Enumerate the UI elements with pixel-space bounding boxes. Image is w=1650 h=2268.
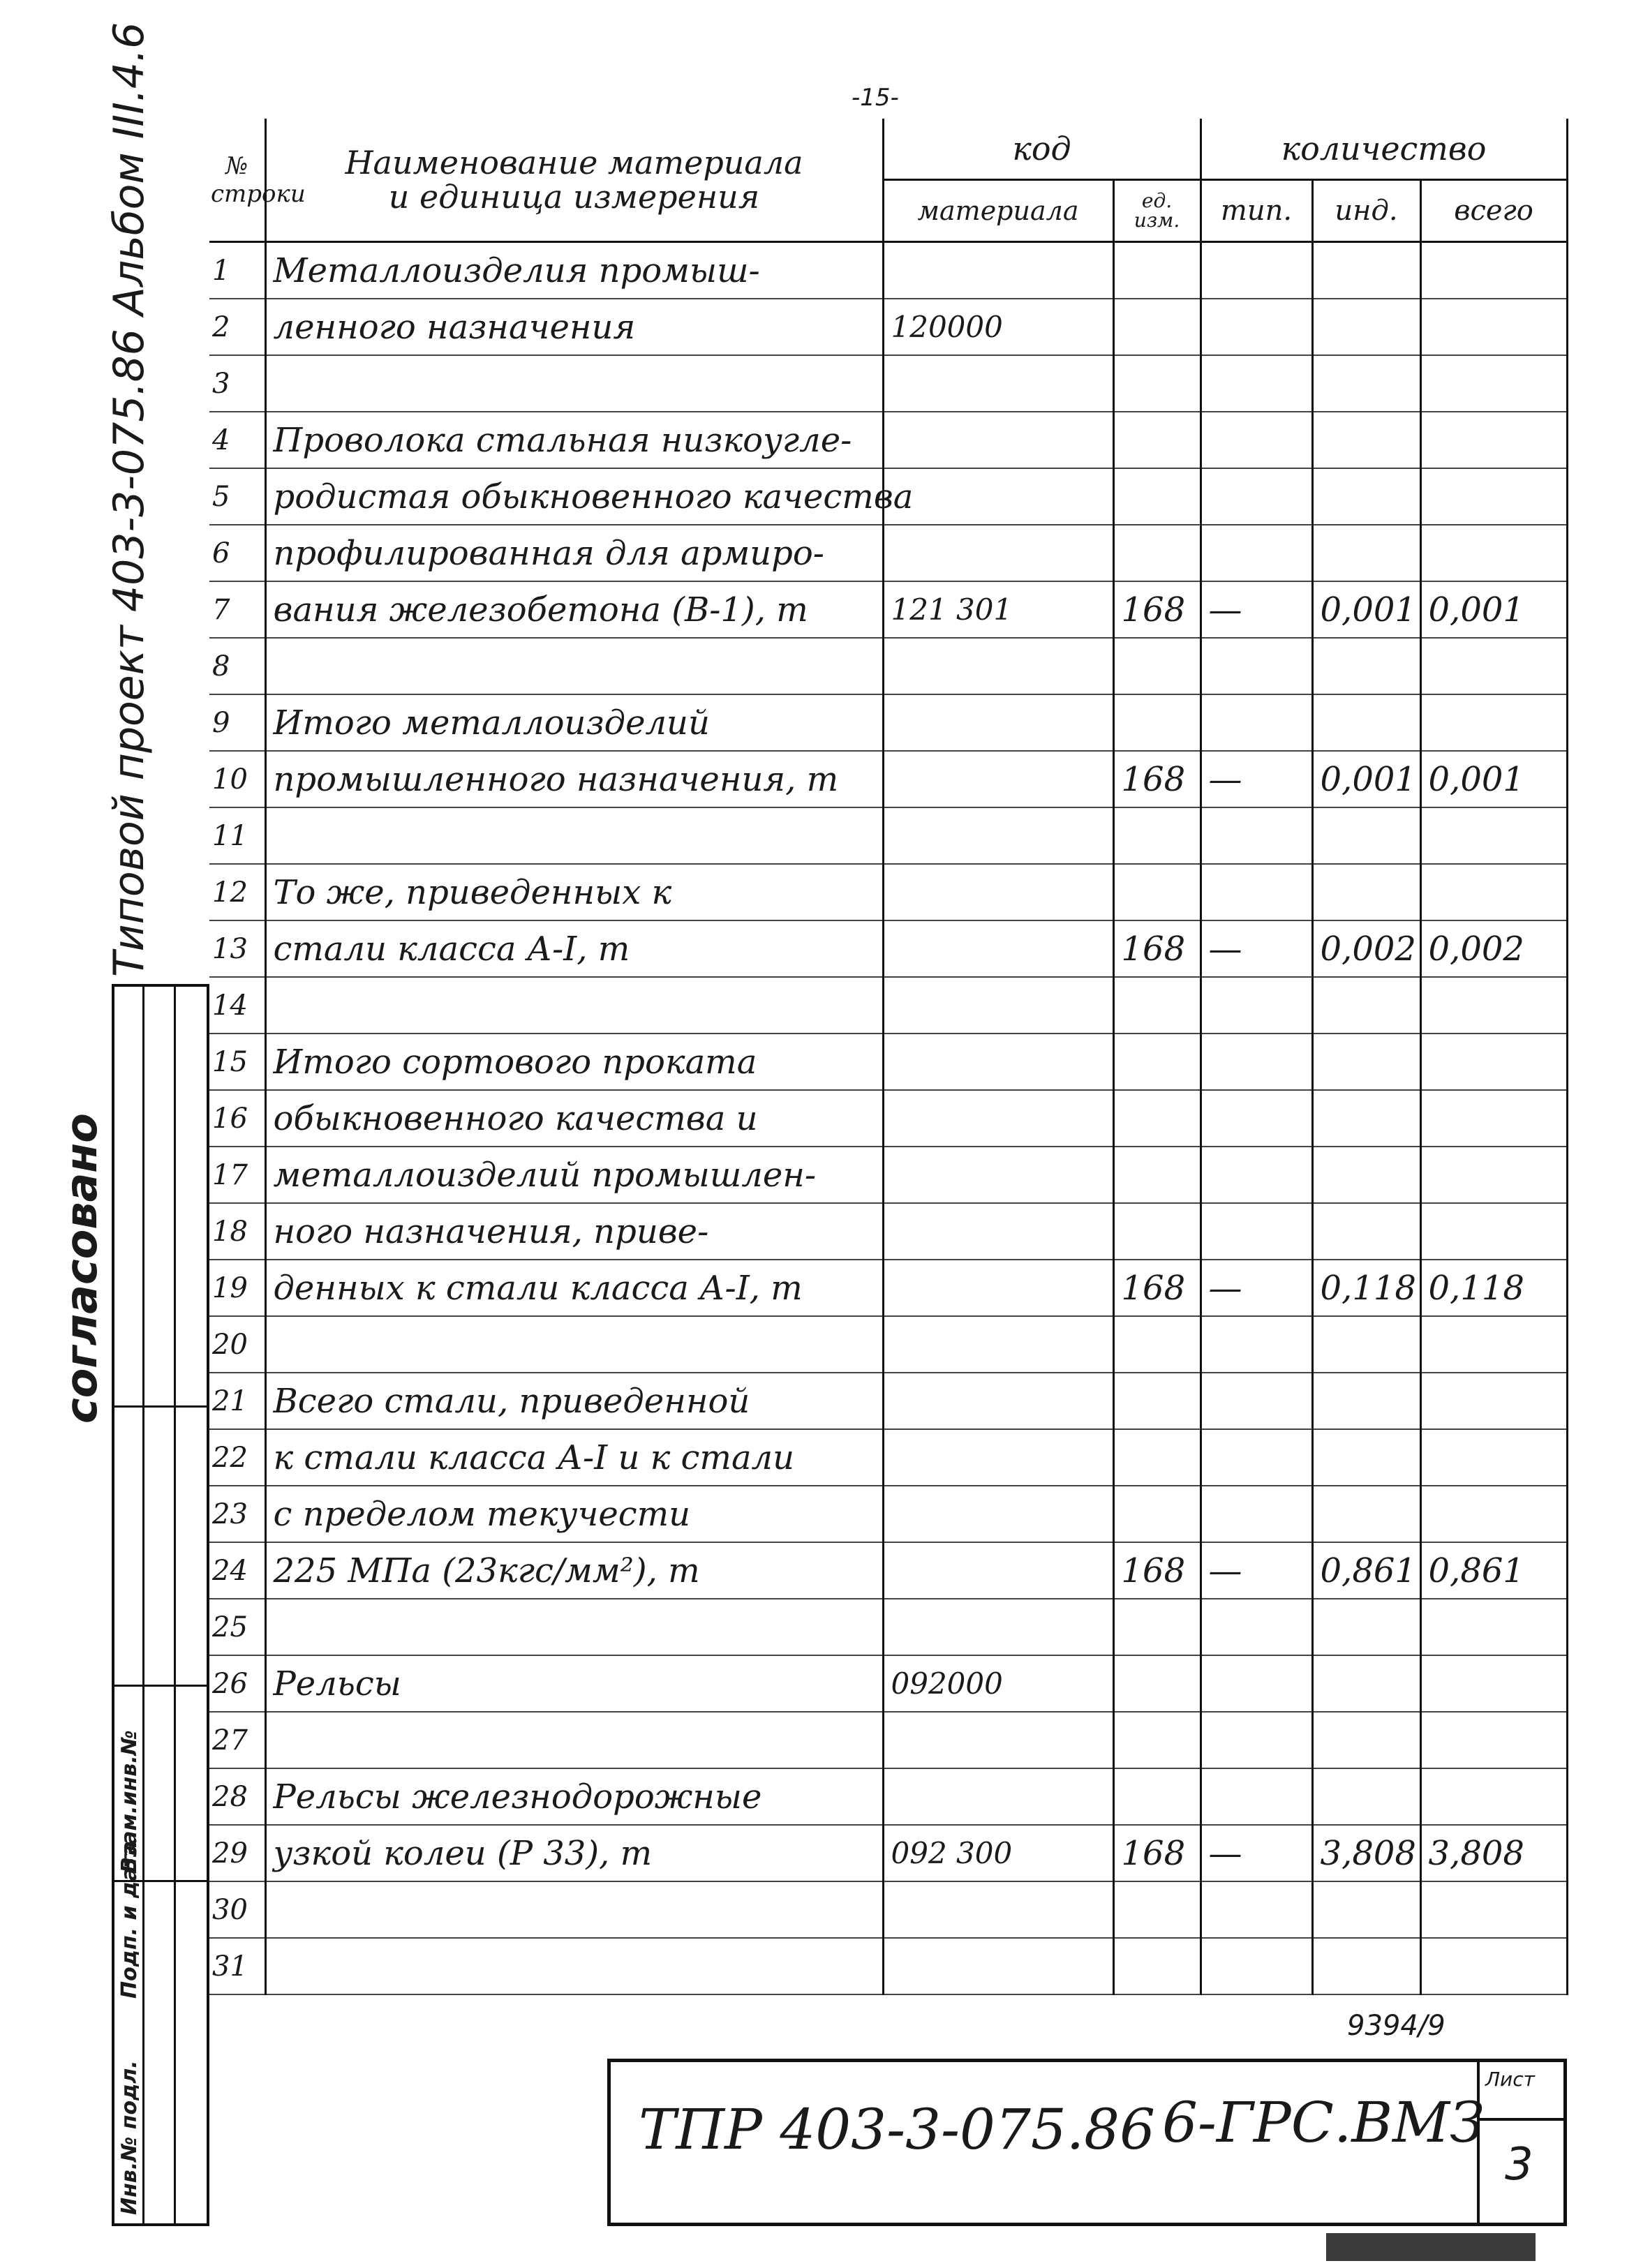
material-code <box>883 242 1113 299</box>
qty-total <box>1420 1373 1567 1429</box>
qty-total <box>1420 1147 1567 1203</box>
row-number: 4 <box>209 412 265 468</box>
qty-ind <box>1312 525 1420 581</box>
material-code <box>883 1203 1113 1260</box>
row-number: 26 <box>209 1655 265 1712</box>
qty-total <box>1420 1881 1567 1938</box>
unit-code <box>1113 1938 1201 1994</box>
table-row <box>209 1599 1567 1655</box>
material-code <box>883 807 1113 864</box>
material-name: Рельсы <box>265 1655 883 1712</box>
material-name <box>265 638 883 694</box>
material-code <box>883 920 1113 977</box>
material-code <box>883 1542 1113 1599</box>
qty-type <box>1201 694 1312 751</box>
qty-ind <box>1312 1486 1420 1542</box>
qty-ind <box>1312 299 1420 355</box>
table-row <box>209 1034 1567 1090</box>
unit-code <box>1113 1429 1201 1486</box>
unit-code: 168 <box>1113 581 1201 638</box>
table-row <box>209 977 1567 1034</box>
qty-ind <box>1312 638 1420 694</box>
unit-code: 168 <box>1113 751 1201 807</box>
unit-code <box>1113 638 1201 694</box>
material-name: денных к стали класса А-I, т <box>265 1260 883 1316</box>
material-code: 120000 <box>883 299 1113 355</box>
qty-ind: 0,001 <box>1312 751 1420 807</box>
qty-ind: 0,118 <box>1312 1260 1420 1316</box>
unit-code <box>1113 1768 1201 1825</box>
row-number: 3 <box>209 355 265 412</box>
qty-ind <box>1312 1090 1420 1147</box>
header-name-line1: Наименование материала <box>345 144 803 182</box>
qty-type <box>1201 1147 1312 1203</box>
qty-type <box>1201 1712 1312 1768</box>
qty-type <box>1201 1768 1312 1825</box>
table-row <box>209 1655 1567 1712</box>
qty-total <box>1420 807 1567 864</box>
material-name <box>265 977 883 1034</box>
table-row <box>209 242 1567 299</box>
qty-total <box>1420 412 1567 468</box>
qty-type <box>1201 1203 1312 1260</box>
row-number: 16 <box>209 1090 265 1147</box>
qty-ind <box>1312 1599 1420 1655</box>
material-name: вания железобетона (В-1), т <box>265 581 883 638</box>
qty-ind <box>1312 1655 1420 1712</box>
material-code <box>883 1768 1113 1825</box>
qty-ind: 3,808 <box>1312 1825 1420 1881</box>
material-code <box>883 694 1113 751</box>
material-name: То же, приведенных к <box>265 864 883 920</box>
material-code <box>883 1260 1113 1316</box>
material-code <box>883 1147 1113 1203</box>
header-quantity: количество <box>1201 119 1567 180</box>
table-row <box>209 1316 1567 1373</box>
table-row <box>209 355 1567 412</box>
unit-code: 168 <box>1113 920 1201 977</box>
qty-ind: 0,861 <box>1312 1542 1420 1599</box>
row-number: 8 <box>209 638 265 694</box>
stamp-label-replacement: Взам.инв.№ <box>117 1730 142 1873</box>
row-number: 30 <box>209 1881 265 1938</box>
material-code <box>883 1486 1113 1542</box>
qty-type <box>1201 1599 1312 1655</box>
table-row <box>209 807 1567 864</box>
qty-type: — <box>1201 920 1312 977</box>
unit-code <box>1113 807 1201 864</box>
row-number: 18 <box>209 1203 265 1260</box>
qty-total <box>1420 468 1567 525</box>
material-code <box>883 525 1113 581</box>
row-number: 29 <box>209 1825 265 1881</box>
unit-code <box>1113 468 1201 525</box>
qty-total <box>1420 638 1567 694</box>
unit-code <box>1113 1316 1201 1373</box>
material-name: ного назначения, приве- <box>265 1203 883 1260</box>
qty-total <box>1420 299 1567 355</box>
qty-type <box>1201 242 1312 299</box>
row-number: 13 <box>209 920 265 977</box>
material-name <box>265 807 883 864</box>
material-name <box>265 1938 883 1994</box>
qty-type <box>1201 864 1312 920</box>
row-number: 27 <box>209 1712 265 1768</box>
qty-total: 0,001 <box>1420 581 1567 638</box>
qty-total <box>1420 977 1567 1034</box>
qty-type <box>1201 1429 1312 1486</box>
material-code <box>883 1599 1113 1655</box>
row-number: 10 <box>209 751 265 807</box>
row-number: 12 <box>209 864 265 920</box>
material-code: 092 300 <box>883 1825 1113 1881</box>
unit-code <box>1113 242 1201 299</box>
row-number: 19 <box>209 1260 265 1316</box>
table-row <box>209 638 1567 694</box>
unit-code <box>1113 694 1201 751</box>
unit-code <box>1113 1486 1201 1542</box>
table-row <box>209 1203 1567 1260</box>
material-name: родистая обыкновенного качества <box>265 468 883 525</box>
unit-code <box>1113 1203 1201 1260</box>
material-code <box>883 751 1113 807</box>
header-name-line2: и единица измерения <box>388 177 760 216</box>
unit-code <box>1113 1090 1201 1147</box>
qty-type <box>1201 525 1312 581</box>
materials-table <box>209 119 1568 1995</box>
table-row <box>209 525 1567 581</box>
row-number: 23 <box>209 1486 265 1542</box>
row-number: 20 <box>209 1316 265 1373</box>
unit-code <box>1113 412 1201 468</box>
qty-type <box>1201 468 1312 525</box>
row-number: 28 <box>209 1768 265 1825</box>
side-project-title: Типовой проект 403-3-075.86 Альбом III.4.6 <box>105 22 154 977</box>
material-name: металлоизделий промышлен- <box>265 1147 883 1203</box>
sheet-label: Лист <box>1485 2068 1535 2091</box>
document-code: ТПР 403-3-075.86 <box>639 2097 1155 2162</box>
row-number: 9 <box>209 694 265 751</box>
material-code <box>883 412 1113 468</box>
table-row <box>209 1712 1567 1768</box>
qty-total <box>1420 1203 1567 1260</box>
title-block <box>607 2059 1567 2226</box>
qty-ind <box>1312 355 1420 412</box>
qty-total <box>1420 1316 1567 1373</box>
qty-type <box>1201 1316 1312 1373</box>
header-unit: ед. изм. <box>1113 180 1201 242</box>
unit-code <box>1113 1712 1201 1768</box>
material-name <box>265 355 883 412</box>
qty-total <box>1420 864 1567 920</box>
material-name: Итого сортового проката <box>265 1034 883 1090</box>
row-number: 7 <box>209 581 265 638</box>
qty-type: — <box>1201 751 1312 807</box>
row-number: 21 <box>209 1373 265 1429</box>
header-ind: инд. <box>1312 180 1420 242</box>
material-name: профилированная для армиро- <box>265 525 883 581</box>
qty-total <box>1420 1655 1567 1712</box>
material-name: Итого металлоизделий <box>265 694 883 751</box>
qty-type <box>1201 299 1312 355</box>
drawing-mark: 6-ГРС.ВМЗ <box>1162 2090 1485 2155</box>
table-row <box>209 581 1567 638</box>
table-row <box>209 299 1567 355</box>
qty-type <box>1201 977 1312 1034</box>
table-row <box>209 751 1567 807</box>
qty-ind <box>1312 977 1420 1034</box>
unit-code <box>1113 864 1201 920</box>
material-name: 225 МПа (23кгс/мм²), т <box>265 1542 883 1599</box>
qty-total <box>1420 1034 1567 1090</box>
qty-total <box>1420 1938 1567 1994</box>
table-row <box>209 694 1567 751</box>
header-total: всего <box>1420 180 1567 242</box>
table-row <box>209 1373 1567 1429</box>
material-code: 092000 <box>883 1655 1113 1712</box>
unit-code: 168 <box>1113 1260 1201 1316</box>
qty-type <box>1201 1881 1312 1938</box>
table-row <box>209 920 1567 977</box>
qty-ind <box>1312 1429 1420 1486</box>
qty-ind <box>1312 468 1420 525</box>
material-name: Металлоизделия промыш- <box>265 242 883 299</box>
material-code <box>883 1373 1113 1429</box>
agreed-label: согласовано <box>56 1113 107 1424</box>
qty-ind <box>1312 1712 1420 1768</box>
row-number: 22 <box>209 1429 265 1486</box>
qty-type <box>1201 1034 1312 1090</box>
table-row <box>209 864 1567 920</box>
unit-code <box>1113 1599 1201 1655</box>
header-code: код <box>883 119 1201 180</box>
qty-total <box>1420 242 1567 299</box>
qty-ind: 0,002 <box>1312 920 1420 977</box>
qty-ind <box>1312 694 1420 751</box>
table-row <box>209 1090 1567 1147</box>
material-name <box>265 1881 883 1938</box>
qty-type <box>1201 1373 1312 1429</box>
material-code <box>883 977 1113 1034</box>
material-code <box>883 1316 1113 1373</box>
qty-type <box>1201 1655 1312 1712</box>
header-code-material: материала <box>883 180 1113 242</box>
qty-ind <box>1312 864 1420 920</box>
material-code <box>883 638 1113 694</box>
sheet-box <box>1477 2062 1563 2223</box>
table-row <box>209 1542 1567 1599</box>
qty-total <box>1420 525 1567 581</box>
unit-code <box>1113 355 1201 412</box>
material-name: Рельсы железнодорожные <box>265 1768 883 1825</box>
qty-total <box>1420 694 1567 751</box>
table-row <box>209 1768 1567 1825</box>
qty-ind <box>1312 412 1420 468</box>
qty-type: — <box>1201 1542 1312 1599</box>
header-row-no: № строки <box>209 119 265 242</box>
row-number: 11 <box>209 807 265 864</box>
unit-code <box>1113 299 1201 355</box>
row-number: 5 <box>209 468 265 525</box>
qty-ind <box>1312 1768 1420 1825</box>
table-row <box>209 468 1567 525</box>
material-name: узкой колеи (Р 33), т <box>265 1825 883 1881</box>
qty-total <box>1420 1429 1567 1486</box>
header-material-name <box>265 119 883 242</box>
qty-type <box>1201 355 1312 412</box>
row-number: 1 <box>209 242 265 299</box>
qty-total: 3,808 <box>1420 1825 1567 1881</box>
table-row <box>209 1881 1567 1938</box>
table-row <box>209 1486 1567 1542</box>
material-name: промышленного назначения, т <box>265 751 883 807</box>
material-name <box>265 1599 883 1655</box>
material-code <box>883 1881 1113 1938</box>
qty-total: 0,001 <box>1420 751 1567 807</box>
qty-total <box>1420 1599 1567 1655</box>
table-row <box>209 1825 1567 1881</box>
qty-ind <box>1312 1938 1420 1994</box>
qty-total <box>1420 1768 1567 1825</box>
material-name: обыкновенного качества и <box>265 1090 883 1147</box>
material-name: Проволока стальная низкоугле- <box>265 412 883 468</box>
page-number: -15- <box>852 84 899 112</box>
inventory-number: 9394/9 <box>1347 2010 1445 2042</box>
material-name <box>265 1316 883 1373</box>
qty-total <box>1420 1712 1567 1768</box>
table-row <box>209 1429 1567 1486</box>
qty-total <box>1420 1090 1567 1147</box>
unit-code <box>1113 1034 1201 1090</box>
material-name <box>265 1712 883 1768</box>
unit-code <box>1113 1147 1201 1203</box>
qty-ind <box>1312 1147 1420 1203</box>
row-number: 24 <box>209 1542 265 1599</box>
qty-total <box>1420 1486 1567 1542</box>
material-code <box>883 355 1113 412</box>
table-row <box>209 1260 1567 1316</box>
unit-code: 168 <box>1113 1542 1201 1599</box>
table-row <box>209 1147 1567 1203</box>
qty-ind <box>1312 242 1420 299</box>
qty-type: — <box>1201 1825 1312 1881</box>
qty-total: 0,861 <box>1420 1542 1567 1599</box>
qty-ind <box>1312 807 1420 864</box>
unit-code <box>1113 1881 1201 1938</box>
qty-type <box>1201 1938 1312 1994</box>
qty-total: 0,118 <box>1420 1260 1567 1316</box>
table-row <box>209 412 1567 468</box>
unit-code <box>1113 525 1201 581</box>
qty-type <box>1201 412 1312 468</box>
material-code <box>883 1429 1113 1486</box>
qty-ind <box>1312 1316 1420 1373</box>
sheet-number: 3 <box>1505 2139 1533 2191</box>
qty-type: — <box>1201 1260 1312 1316</box>
copy-stamp <box>1326 2233 1536 2261</box>
qty-total: 0,002 <box>1420 920 1567 977</box>
row-number: 31 <box>209 1938 265 1994</box>
material-name: к стали класса А-I и к стали <box>265 1429 883 1486</box>
unit-code <box>1113 977 1201 1034</box>
stamp-label-sign-date: Подп. и дата <box>117 1840 142 1999</box>
material-code <box>883 1090 1113 1147</box>
material-code <box>883 1938 1113 1994</box>
qty-type <box>1201 1090 1312 1147</box>
qty-ind <box>1312 1373 1420 1429</box>
material-code <box>883 864 1113 920</box>
header-type: тип. <box>1201 180 1312 242</box>
qty-total <box>1420 355 1567 412</box>
material-code <box>883 1712 1113 1768</box>
qty-ind <box>1312 1881 1420 1938</box>
material-code <box>883 468 1113 525</box>
qty-ind: 0,001 <box>1312 581 1420 638</box>
qty-type <box>1201 1486 1312 1542</box>
material-code: 121 301 <box>883 581 1113 638</box>
material-name: ленного назначения <box>265 299 883 355</box>
qty-type <box>1201 638 1312 694</box>
qty-ind <box>1312 1034 1420 1090</box>
qty-type <box>1201 807 1312 864</box>
approval-stamp-column <box>112 984 209 2226</box>
stamp-label-inv: Инв.№ подл. <box>117 2060 142 2215</box>
material-code <box>883 1034 1113 1090</box>
qty-type: — <box>1201 581 1312 638</box>
row-number: 14 <box>209 977 265 1034</box>
unit-code <box>1113 1373 1201 1429</box>
row-number: 6 <box>209 525 265 581</box>
unit-code: 168 <box>1113 1825 1201 1881</box>
material-name: Всего стали, приведенной <box>265 1373 883 1429</box>
table-row <box>209 1938 1567 1994</box>
qty-ind <box>1312 1203 1420 1260</box>
row-number: 15 <box>209 1034 265 1090</box>
row-number: 25 <box>209 1599 265 1655</box>
row-number: 2 <box>209 299 265 355</box>
row-number: 17 <box>209 1147 265 1203</box>
material-name: с пределом текучести <box>265 1486 883 1542</box>
unit-code <box>1113 1655 1201 1712</box>
material-name: стали класса А-I, т <box>265 920 883 977</box>
